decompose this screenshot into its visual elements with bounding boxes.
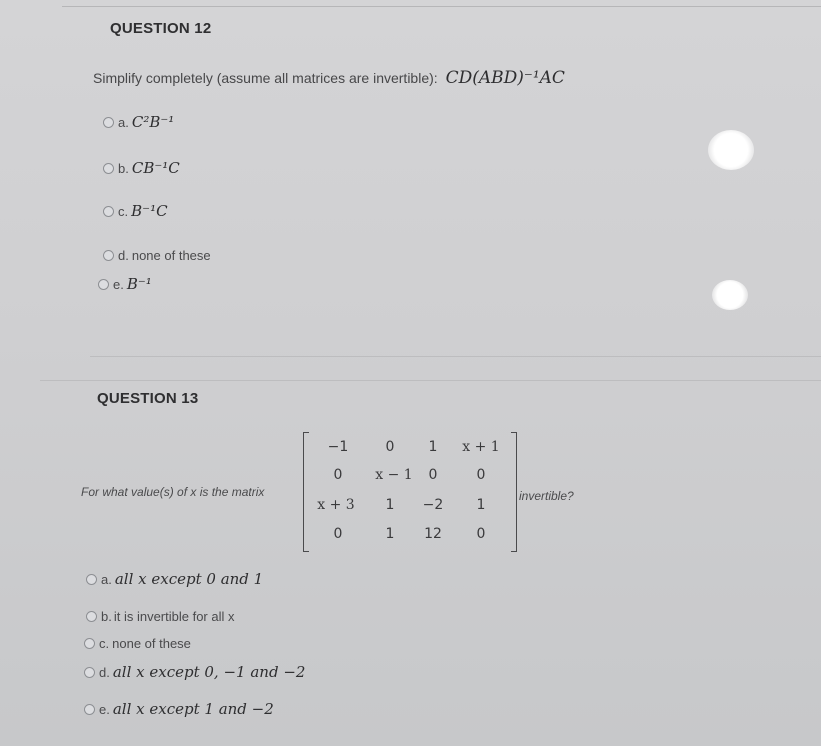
q13-option-b-label: b. (101, 609, 112, 624)
q12-option-e[interactable] (98, 275, 152, 293)
q12-option-d[interactable] (103, 248, 211, 263)
q12-option-a[interactable] (103, 113, 174, 131)
question-13-title: QUESTION 13 (97, 390, 199, 407)
matrix-cell: 1 (428, 439, 438, 455)
q13-option-c-label: c. (99, 636, 110, 651)
matrix-cell: 0 (333, 526, 343, 542)
top-divider (62, 6, 821, 7)
q12-option-d-radio[interactable] (103, 250, 114, 261)
matrix-left-bracket (303, 432, 309, 552)
q12-option-b-text: CB⁻¹C (131, 159, 180, 177)
q13-option-b-text: it is invertible for all x (113, 609, 235, 624)
matrix-cell: 12 (424, 526, 442, 542)
q12-option-a-label: a. (118, 114, 129, 130)
question-13-prompt-after: invertible? (519, 489, 574, 503)
q13-option-d-radio[interactable] (84, 667, 95, 678)
q12-option-b-radio[interactable] (103, 163, 114, 174)
q13-option-a-text: all x except 0 and 1 (114, 570, 264, 588)
matrix-cell: 1 (385, 526, 395, 542)
q12-option-d-text: none of these (131, 248, 211, 263)
q12-option-e-radio[interactable] (98, 279, 109, 290)
q12-option-c-radio[interactable] (103, 206, 114, 217)
q13-option-c-radio[interactable] (84, 638, 95, 649)
matrix-cell: x + 1 (462, 439, 500, 455)
q13-option-a-label: a. (101, 571, 112, 587)
matrix-cell: 0 (333, 467, 343, 483)
q12-option-c[interactable] (103, 202, 168, 220)
matrix-cell: −1 (327, 439, 349, 455)
matrix-cell: 0 (385, 439, 395, 455)
q13-option-e-label: e. (99, 701, 110, 717)
matrix-cell: 1 (385, 497, 395, 513)
screen-glare-lower (712, 280, 748, 310)
matrix-cell: 0 (428, 467, 438, 483)
matrix-cell: 0 (476, 467, 486, 483)
question-12-divider (90, 356, 821, 357)
q13-option-d[interactable] (84, 663, 305, 681)
matrix-cell: x − 1 (375, 467, 413, 483)
question-12-prompt (93, 68, 565, 88)
q13-option-a-radio[interactable] (86, 574, 97, 585)
screen-glare-upper (708, 130, 754, 170)
q12-option-e-label: e. (113, 276, 124, 292)
q13-option-c[interactable] (84, 636, 191, 651)
q13-option-b-radio[interactable] (86, 611, 97, 622)
question-13-top-divider (40, 380, 821, 381)
q12-option-b[interactable] (103, 159, 180, 177)
question-12-expression: CD(ABD)⁻¹AC (445, 68, 565, 88)
q12-option-c-label: c. (118, 203, 129, 219)
question-12-title: QUESTION 12 (110, 20, 212, 37)
q13-option-a[interactable] (86, 570, 263, 588)
q13-option-d-text: all x except 0, −1 and −2 (112, 663, 306, 681)
matrix-cell: 1 (476, 497, 486, 513)
matrix (303, 432, 517, 552)
q13-option-b[interactable] (86, 609, 235, 624)
q13-option-e-radio[interactable] (84, 704, 95, 715)
question-12-prompt-text: Simplify completely (assume all matrices are invertible): (93, 70, 438, 86)
q12-option-d-label: d. (118, 248, 129, 263)
matrix-cell: x + 3 (317, 497, 355, 513)
q12-option-b-label: b. (118, 160, 129, 176)
q12-option-e-text: B⁻¹ (126, 275, 152, 293)
q12-option-c-text: B⁻¹C (131, 202, 168, 220)
matrix-cell: 0 (476, 526, 486, 542)
matrix-right-bracket (511, 432, 517, 552)
q13-option-e-text: all x except 1 and −2 (112, 700, 274, 718)
q13-option-d-label: d. (99, 664, 110, 680)
q12-option-a-radio[interactable] (103, 117, 114, 128)
q12-option-a-text: C²B⁻¹ (131, 113, 175, 131)
q13-option-e[interactable] (84, 700, 274, 718)
q13-option-c-text: none of these (112, 636, 191, 651)
matrix-cell: −2 (422, 497, 444, 513)
question-13-prompt-before: For what value(s) of x is the matrix (81, 485, 265, 499)
